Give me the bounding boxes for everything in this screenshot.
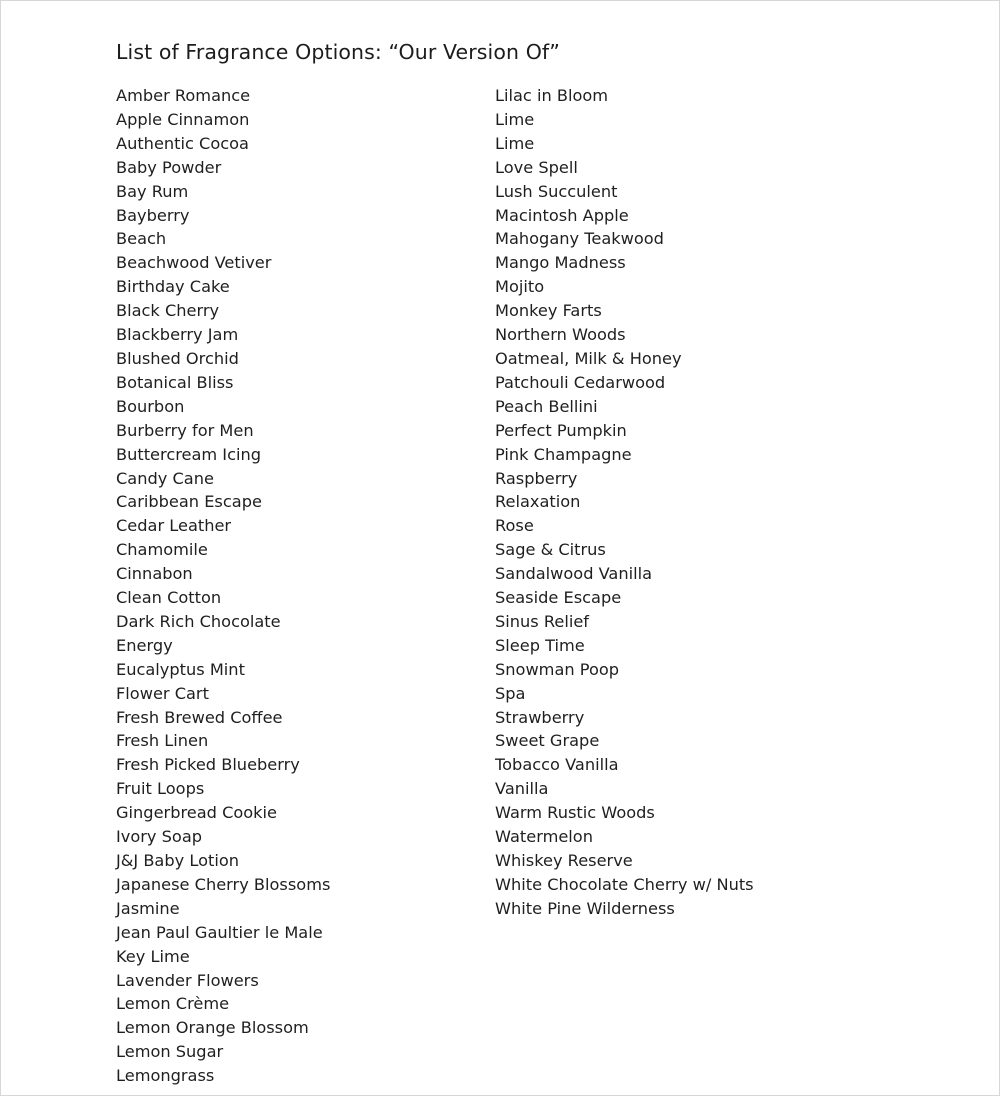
- fragrance-list-item: Macintosh Apple: [495, 205, 629, 225]
- fragrance-list-item: Lavender Flowers: [116, 970, 259, 990]
- fragrance-list-item: Cedar Leather: [116, 516, 232, 536]
- fragrance-list-item: Pink Champagne: [495, 444, 632, 464]
- fragrance-list-item: Sleep Time: [495, 635, 585, 655]
- fragrance-list-item: Amber Romance: [116, 86, 251, 105]
- fragrance-list-item: Authentic Cocoa: [116, 133, 249, 153]
- fragrance-list-item: Fresh Linen: [116, 731, 209, 751]
- fragrance-list-item: Flower Cart: [116, 683, 209, 703]
- fragrance-list-item: Lush Succulent: [495, 181, 618, 201]
- fragrance-list-item: Watermelon: [495, 827, 593, 847]
- fragrance-list-item: Northern Woods: [495, 325, 626, 345]
- fragrance-list-item: Key Lime: [116, 946, 190, 966]
- fragrance-list-item: Burberry for Men: [116, 420, 254, 440]
- fragrance-list-item: Bay Rum: [116, 181, 189, 201]
- fragrance-list-item: Strawberry: [495, 707, 585, 727]
- fragrance-list-item: Relaxation: [495, 492, 581, 512]
- fragrance-list-item: Warm Rustic Woods: [495, 803, 655, 823]
- fragrance-list-item: Peach Bellini: [495, 396, 598, 416]
- fragrance-list-item: Fruit Loops: [116, 779, 205, 799]
- fragrance-list-right: [495, 84, 754, 921]
- fragrance-list-item: White Pine Wilderness: [495, 898, 675, 918]
- fragrance-list-item: Ivory Soap: [116, 827, 203, 847]
- fragrance-list-item: Birthday Cake: [116, 277, 230, 297]
- fragrance-list-item: Jasmine: [116, 898, 180, 918]
- fragrance-list-item: Tobacco Vanilla: [495, 755, 619, 775]
- page-title: List of Fragrance Options: “Our Version Of”: [116, 40, 560, 64]
- fragrance-list-left: [116, 84, 330, 1088]
- fragrance-list-item: Monkey Farts: [495, 301, 602, 321]
- fragrance-list-item: Fresh Brewed Coffee: [116, 707, 283, 727]
- fragrance-list-item: Beach: [116, 229, 167, 249]
- fragrance-list-item: Energy: [116, 635, 173, 655]
- fragrance-list-item: Spa: [495, 683, 526, 703]
- fragrance-list-item: Whiskey Reserve: [495, 851, 633, 870]
- fragrance-list-item: Mango Madness: [495, 253, 626, 273]
- fragrance-list-item: Lime: [495, 133, 535, 153]
- fragrance-list-item: Lime: [495, 109, 535, 129]
- fragrance-list-item: Caribbean Escape: [116, 492, 262, 512]
- fragrance-list-item: Mojito: [495, 277, 545, 297]
- fragrance-list-item: Perfect Pumpkin: [495, 420, 627, 440]
- fragrance-list-item: Snowman Poop: [495, 659, 620, 679]
- fragrance-list-item: Sage & Citrus: [495, 540, 606, 560]
- fragrance-list-item: Jean Paul Gaultier le Male: [116, 922, 323, 942]
- fragrance-list-item: Bourbon: [116, 396, 185, 416]
- fragrance-list-item: Seaside Escape: [495, 588, 622, 608]
- fragrance-list-item: Cinnabon: [116, 564, 193, 584]
- fragrance-list-item: Lemongrass: [116, 1066, 215, 1086]
- fragrance-list-item: Bayberry: [116, 205, 190, 225]
- fragrance-list-item: J&J Baby Lotion: [116, 851, 239, 870]
- fragrance-list-item: Eucalyptus Mint: [116, 659, 245, 679]
- fragrance-list-item: Beachwood Vetiver: [116, 253, 272, 273]
- fragrance-list-item: Oatmeal, Milk & Honey: [495, 348, 682, 368]
- fragrance-list-item: Rose: [495, 516, 534, 536]
- fragrance-list-item: Sandalwood Vanilla: [495, 564, 653, 584]
- fragrance-list-item: Mahogany Teakwood: [495, 229, 664, 249]
- fragrance-list-item: Sinus Relief: [495, 611, 590, 631]
- fragrance-list-item: Raspberry: [495, 468, 578, 488]
- fragrance-list-item: Lemon Crème: [116, 994, 230, 1014]
- fragrance-list-item: Blackberry Jam: [116, 325, 239, 345]
- fragrance-list-item: Sweet Grape: [495, 731, 600, 751]
- fragrance-list-item: Clean Cotton: [116, 588, 222, 608]
- fragrance-list-item: Japanese Cherry Blossoms: [116, 874, 331, 894]
- fragrance-list-item: White Chocolate Cherry w/ Nuts: [495, 874, 754, 894]
- fragrance-list-item: Apple Cinnamon: [116, 109, 250, 129]
- fragrance-list-item: Patchouli Cedarwood: [495, 372, 666, 392]
- fragrance-list-item: Vanilla: [495, 779, 549, 799]
- fragrance-list-item: Baby Powder: [116, 157, 222, 177]
- fragrance-list-item: Lemon Orange Blossom: [116, 1018, 309, 1038]
- fragrance-list-item: Chamomile: [116, 540, 208, 560]
- fragrance-list-item: Dark Rich Chocolate: [116, 611, 281, 631]
- fragrance-list-item: Black Cherry: [116, 301, 220, 321]
- fragrance-list-item: Botanical Bliss: [116, 372, 234, 392]
- fragrance-list-item: Fresh Picked Blueberry: [116, 755, 300, 775]
- fragrance-list-item: Blushed Orchid: [116, 348, 239, 368]
- fragrance-list-item: Gingerbread Cookie: [116, 803, 278, 823]
- fragrance-list-item: Lilac in Bloom: [495, 86, 609, 105]
- fragrance-list-item: Candy Cane: [116, 468, 214, 488]
- fragrance-list-item: Buttercream Icing: [116, 444, 262, 464]
- fragrance-list-item: Love Spell: [495, 157, 578, 177]
- fragrance-list-item: Lemon Sugar: [116, 1042, 224, 1062]
